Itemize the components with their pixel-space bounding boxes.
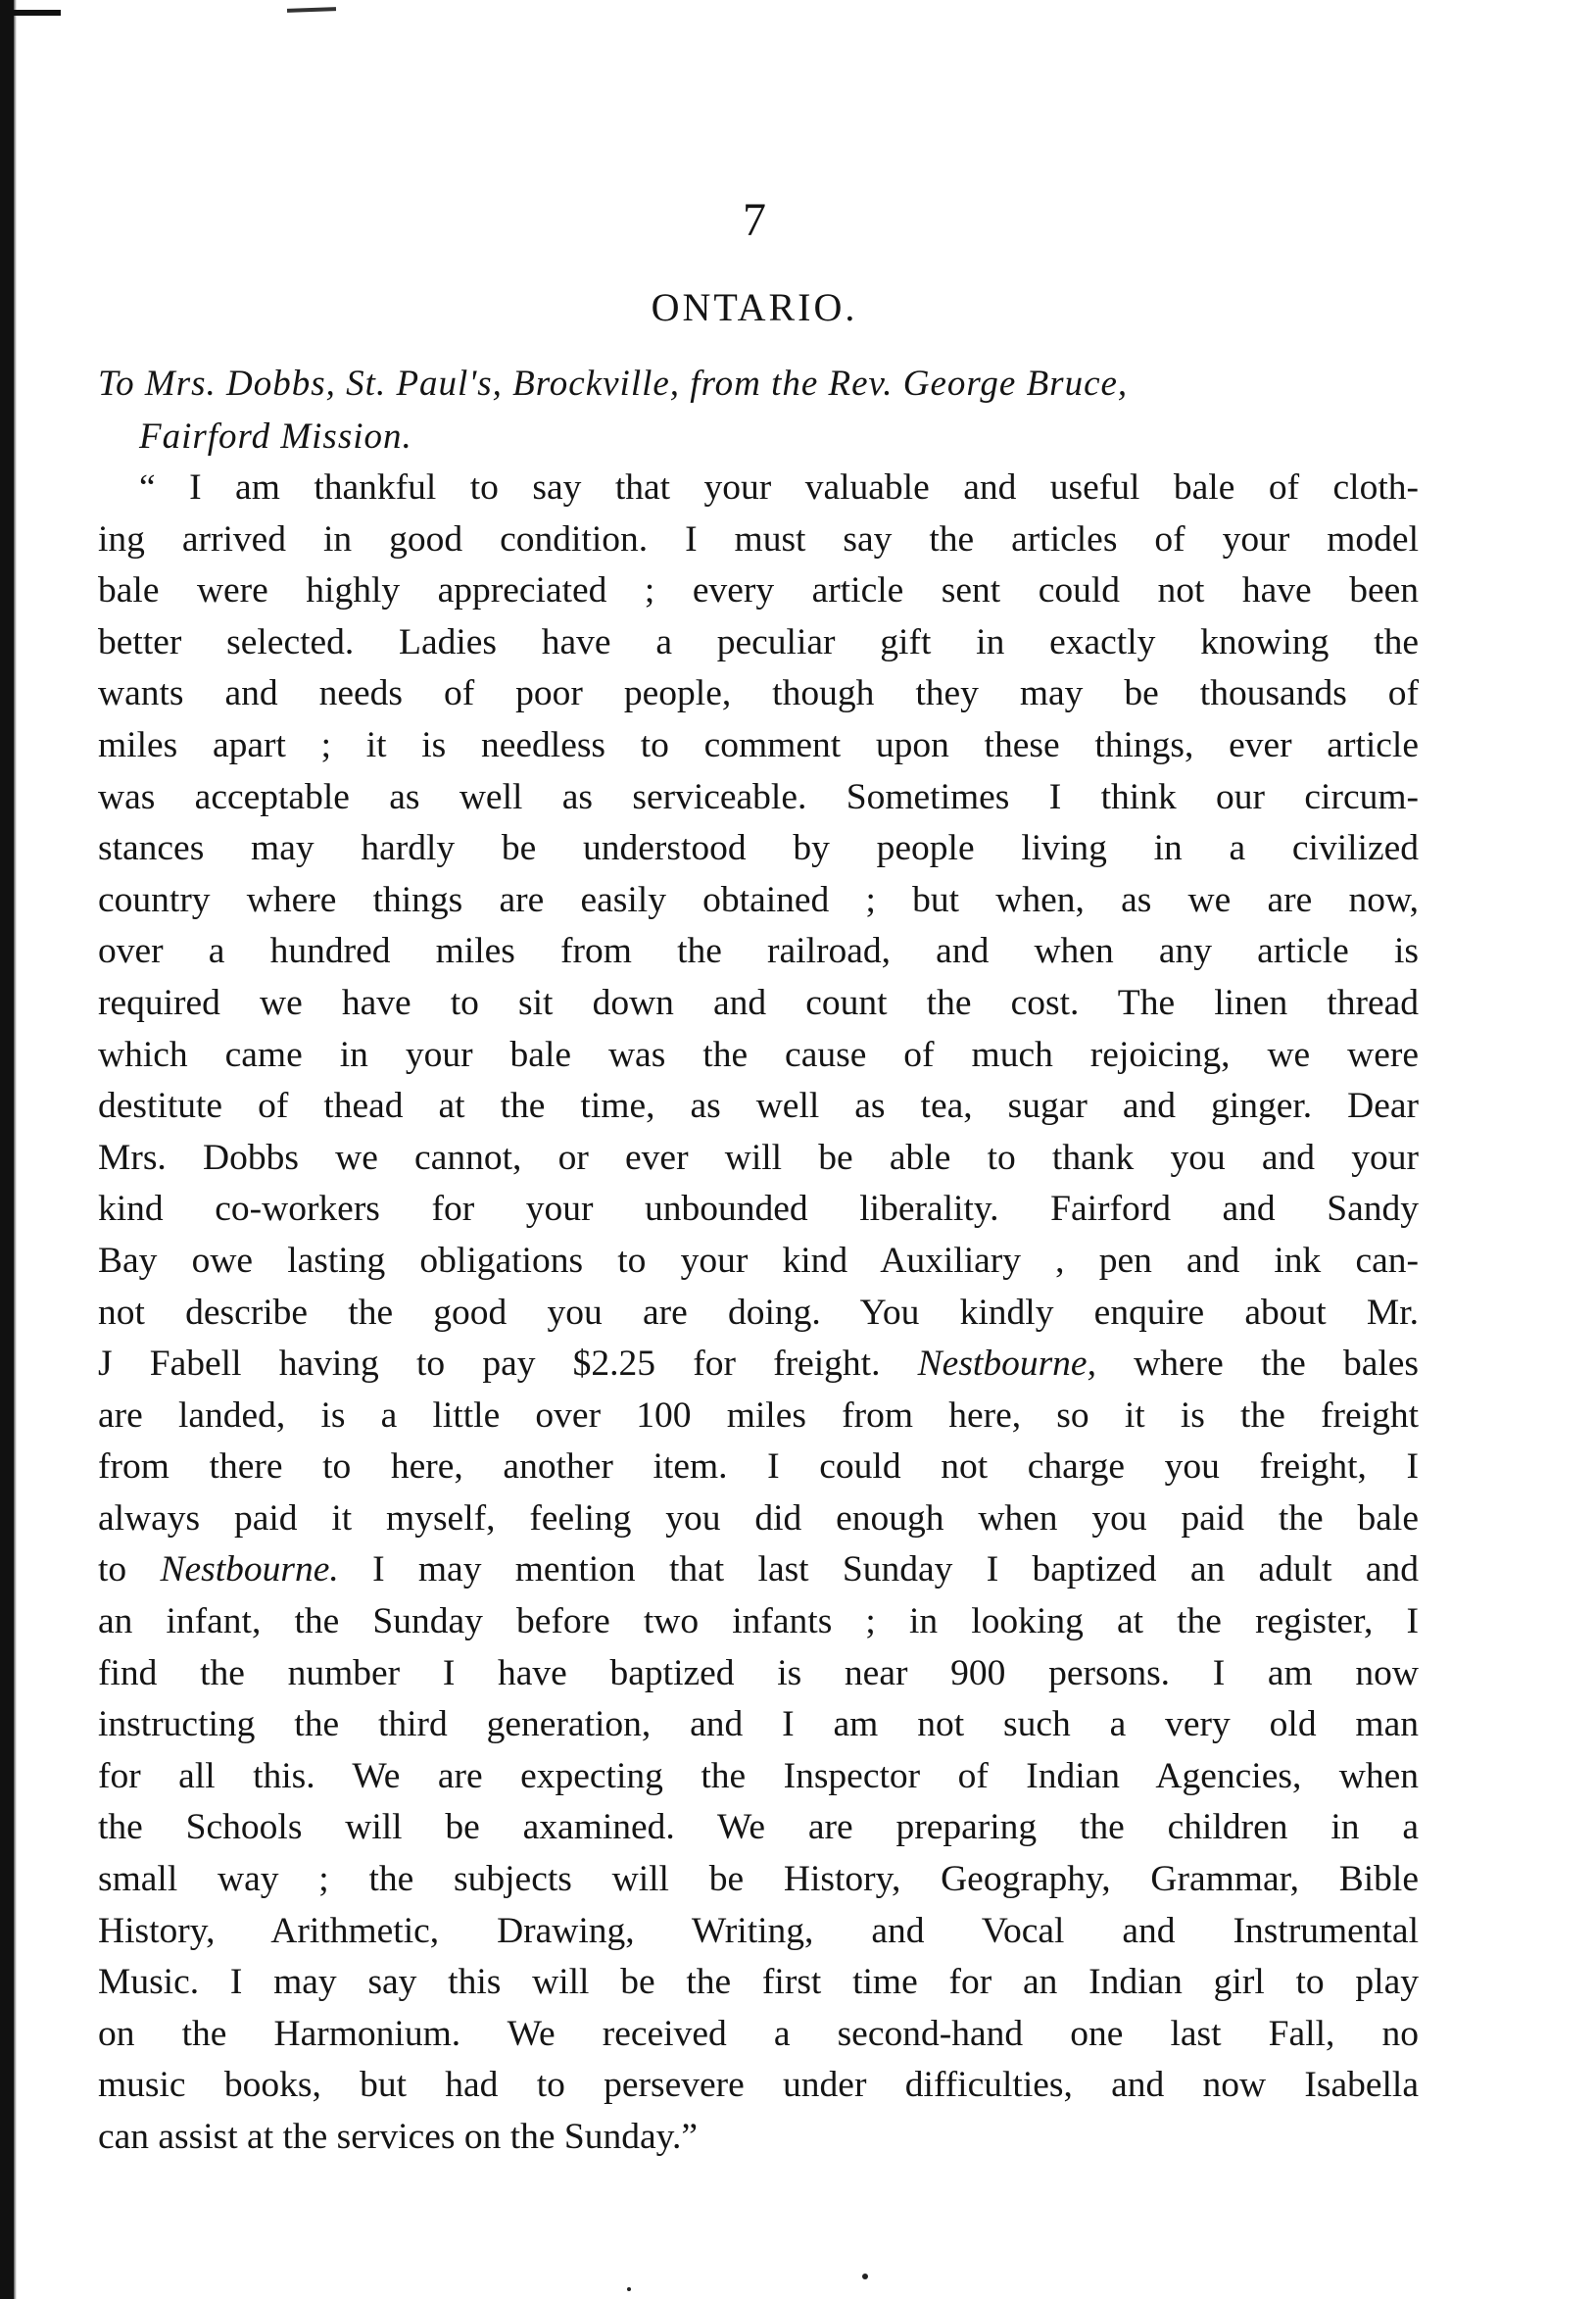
body-line: miles apart ; it is needless to comment upon these things, ever article (98, 724, 1419, 765)
body-line: bale were highly appreciated ; every article sent could not have been (98, 570, 1419, 611)
letter-heading (98, 358, 1421, 464)
body-line-part: where the bales (1134, 1344, 1420, 1385)
body-line: country where things are easily obtained ; but when, as we are now, (98, 879, 1419, 920)
place-name-italic: Nestbourne. (160, 1549, 339, 1590)
body-line: stances may hardly be understood by people living in a civilized (98, 828, 1419, 869)
body-line: an infant, the Sunday before two infants ; in looking at the register, I (98, 1601, 1419, 1642)
body-line: wants and needs of poor people, though they may be thousands of (98, 673, 1419, 714)
page-number: 7 (743, 194, 766, 246)
body-line: ing arrived in good condition. I must say the articles of your model (98, 518, 1419, 560)
body-line: better selected. Ladies have a peculiar gift in exactly knowing the (98, 621, 1419, 662)
top-corner-mark (0, 10, 61, 16)
body-line: can assist at the services on the Sunday.” (98, 2117, 698, 2157)
body-line: destitute of thead at the time, as well as tea, sugar and ginger. Dear (98, 1086, 1419, 1127)
body-line: History, Arithmetic, Drawing, Writing, and Vocal and Instrumental (98, 1910, 1419, 1951)
body-line: from there to here, another item. I could not charge you freight, I (98, 1446, 1419, 1488)
heading-line-2: Fairford Mission. (139, 416, 412, 457)
binding-edge (0, 0, 14, 2299)
heading-line-1: To Mrs. Dobbs, St. Paul's, Brockville, from the Rev. George Bruce, (98, 364, 1129, 404)
body-line-mixed (98, 1339, 1419, 1391)
letter-body (98, 463, 1419, 2164)
body-line: are landed, is a little over 100 miles from here, so it is the freight (98, 1394, 1419, 1436)
body-line: instructing the third generation, and I am not such a very old man (98, 1704, 1419, 1745)
body-line: always paid it myself, feeling you did enough when you paid the bale (98, 1497, 1419, 1539)
scan-speck (627, 2287, 631, 2291)
body-line: kind co-workers for your unbounded liberality. Fairford and Sandy (98, 1189, 1419, 1230)
body-line-part: to (98, 1549, 127, 1590)
body-line-mixed (98, 1544, 1419, 1596)
body-line-part: I may mention that last Sunday I baptized an adult and (372, 1549, 1419, 1590)
body-line: on the Harmonium. We received a second-hand one last Fall, no (98, 2013, 1419, 2054)
body-line: Mrs. Dobbs we cannot, or ever will be able to thank you and your (98, 1137, 1419, 1178)
body-line: over a hundred miles from the railroad, and when any article is (98, 931, 1419, 972)
body-line: for all this. We are expecting the Inspector of Indian Agencies, when (98, 1755, 1419, 1796)
place-name-italic: Nestbourne, (917, 1344, 1096, 1385)
top-scan-mark (287, 7, 336, 13)
section-title: ONTARIO. (651, 285, 858, 329)
body-line: required we have to sit down and count the cost. The linen thread (98, 982, 1419, 1023)
body-line-part: J Fabell having to pay $2.25 for freight. (98, 1344, 881, 1385)
scan-speck (862, 2274, 868, 2279)
body-line: find the number I have baptized is near 900 persons. I am now (98, 1652, 1419, 1693)
body-line: music books, but had to persevere under difficulties, and now Isabella (98, 2065, 1419, 2106)
body-line: the Schools will be axamined. We are preparing the children in a (98, 1807, 1419, 1848)
body-line: “ I am thankful to say that your valuable and useful bale of cloth- (139, 467, 1419, 508)
body-line: Music. I may say this will be the first time for an Indian girl to play (98, 1962, 1419, 2003)
body-line: was acceptable as well as serviceable. Sometimes I think our circum- (98, 776, 1419, 817)
body-line: Bay owe lasting obligations to your kind Auxiliary , pen and ink can- (98, 1240, 1419, 1281)
body-line: which came in your bale was the cause of much rejoicing, we were (98, 1034, 1419, 1075)
body-line: small way ; the subjects will be History, Geography, Grammar, Bible (98, 1859, 1419, 1900)
body-line: not describe the good you are doing. You kindly enquire about Mr. (98, 1292, 1419, 1333)
